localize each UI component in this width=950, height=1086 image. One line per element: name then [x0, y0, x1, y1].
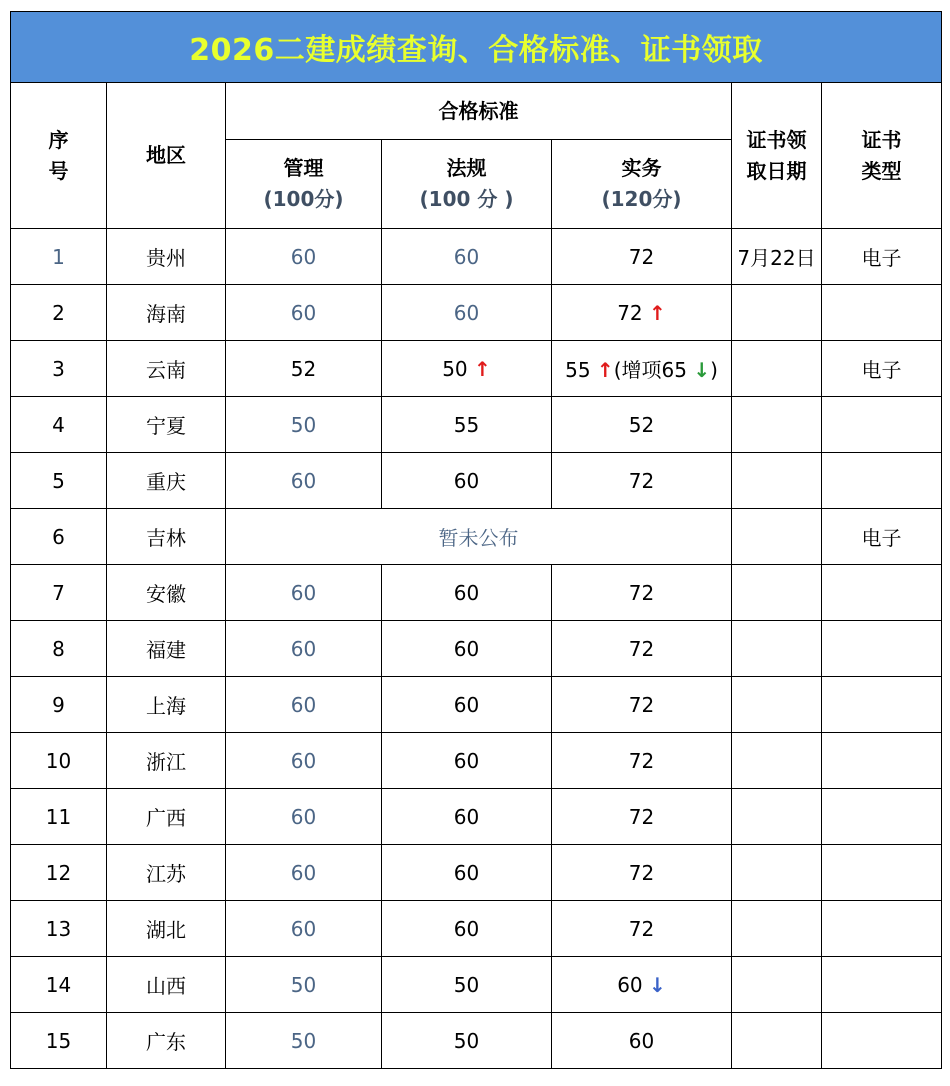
cell-practice: 72 ↑ [552, 285, 732, 341]
cell-region: 江苏 [107, 845, 226, 901]
cell-no: 14 [11, 957, 107, 1013]
cell-mgmt: 60 [226, 845, 382, 901]
cell-mgmt: 50 [226, 957, 382, 1013]
cell-region: 福建 [107, 621, 226, 677]
cell-mgmt: 60 [226, 565, 382, 621]
cell-cert-type [822, 621, 942, 677]
cell-law: 60 [382, 845, 552, 901]
cell-practice: 72 [552, 733, 732, 789]
cell-cert-type [822, 901, 942, 957]
table-row [11, 845, 942, 901]
cell-mgmt: 52 [226, 341, 382, 397]
cell-mgmt: 60 [226, 789, 382, 845]
cell-cert-date [732, 957, 822, 1013]
cell-region: 山西 [107, 957, 226, 1013]
cell-region: 浙江 [107, 733, 226, 789]
cell-cert-date [732, 397, 822, 453]
cell-mgmt: 60 [226, 229, 382, 285]
table-row [11, 621, 942, 677]
cell-cert-type [822, 285, 942, 341]
cell-law: 55 [382, 397, 552, 453]
table-row [11, 509, 942, 565]
cell-region: 广西 [107, 789, 226, 845]
cell-law: 60 [382, 565, 552, 621]
cell-cert-date [732, 509, 822, 565]
cell-no: 15 [11, 1013, 107, 1069]
table-row [11, 229, 942, 285]
cell-mgmt: 60 [226, 621, 382, 677]
cell-no: 7 [11, 565, 107, 621]
cell-law: 50 ↑ [382, 341, 552, 397]
cell-practice: 72 [552, 621, 732, 677]
cell-region: 湖北 [107, 901, 226, 957]
cell-region: 贵州 [107, 229, 226, 285]
cell-mgmt: 50 [226, 1013, 382, 1069]
cell-cert-date [732, 901, 822, 957]
cell-practice: 72 [552, 565, 732, 621]
cell-not-announced: 暂未公布 [226, 509, 732, 565]
cell-practice: 72 [552, 229, 732, 285]
cell-no: 3 [11, 341, 107, 397]
cell-mgmt: 60 [226, 733, 382, 789]
cell-practice: 72 [552, 677, 732, 733]
cell-no: 4 [11, 397, 107, 453]
cell-practice: 55 ↑(增项65 ↓) [552, 341, 732, 397]
cell-cert-type [822, 397, 942, 453]
cell-law: 60 [382, 229, 552, 285]
cell-region: 云南 [107, 341, 226, 397]
cell-law: 50 [382, 1013, 552, 1069]
table-row [11, 285, 942, 341]
cell-no: 11 [11, 789, 107, 845]
cell-cert-date [732, 621, 822, 677]
cell-practice: 60 ↓ [552, 957, 732, 1013]
down-arrow-icon: ↓ [649, 972, 666, 997]
cell-cert-type [822, 565, 942, 621]
cell-mgmt: 60 [226, 453, 382, 509]
page-title: 2026二建成绩查询、合格标准、证书领取 [11, 12, 942, 83]
cell-cert-date [732, 565, 822, 621]
cell-mgmt: 50 [226, 397, 382, 453]
cell-cert-date [732, 341, 822, 397]
cell-cert-date [732, 453, 822, 509]
score-table [10, 11, 942, 1069]
cell-no: 5 [11, 453, 107, 509]
cell-practice: 60 [552, 1013, 732, 1069]
cell-region: 宁夏 [107, 397, 226, 453]
cell-cert-date [732, 285, 822, 341]
cell-no: 6 [11, 509, 107, 565]
header-cert-date: 证书领 取日期 [732, 83, 822, 229]
header-cert-type: 证书 类型 [822, 83, 942, 229]
cell-mgmt: 60 [226, 285, 382, 341]
cell-cert-date [732, 789, 822, 845]
cell-practice: 72 [552, 901, 732, 957]
cell-law: 60 [382, 285, 552, 341]
cell-practice: 72 [552, 845, 732, 901]
header-seq: 序 号 [11, 83, 107, 229]
down-arrow-icon: ↓ [693, 358, 711, 382]
header-law: 法规 (100 分 ) [382, 140, 552, 229]
score-table-container [10, 11, 941, 1069]
table-row [11, 789, 942, 845]
cell-cert-type: 电子 [822, 341, 942, 397]
up-arrow-icon: ↑ [596, 358, 614, 382]
cell-cert-date: 7月22日 [732, 229, 822, 285]
cell-law: 50 [382, 957, 552, 1013]
cell-cert-type [822, 677, 942, 733]
cell-cert-type [822, 453, 942, 509]
table-row [11, 957, 942, 1013]
cell-region: 上海 [107, 677, 226, 733]
table-row [11, 677, 942, 733]
cell-mgmt: 60 [226, 901, 382, 957]
cell-no: 8 [11, 621, 107, 677]
table-row [11, 341, 942, 397]
table-row [11, 1013, 942, 1069]
cell-practice: 72 [552, 789, 732, 845]
cell-cert-type [822, 845, 942, 901]
cell-region: 广东 [107, 1013, 226, 1069]
cell-no: 1 [11, 229, 107, 285]
cell-region: 吉林 [107, 509, 226, 565]
header-practice: 实务 (120分) [552, 140, 732, 229]
up-arrow-icon: ↑ [649, 300, 666, 325]
cell-law: 60 [382, 733, 552, 789]
header-standard-group: 合格标准 [226, 83, 732, 140]
table-row [11, 565, 942, 621]
table-row [11, 733, 942, 789]
cell-no: 9 [11, 677, 107, 733]
cell-no: 10 [11, 733, 107, 789]
cell-cert-type: 电子 [822, 229, 942, 285]
cell-cert-date [732, 733, 822, 789]
cell-cert-type [822, 789, 942, 845]
cell-law: 60 [382, 677, 552, 733]
table-row [11, 901, 942, 957]
header-mgmt: 管理 (100分) [226, 140, 382, 229]
cell-mgmt: 60 [226, 677, 382, 733]
cell-cert-type [822, 1013, 942, 1069]
cell-cert-date [732, 1013, 822, 1069]
cell-no: 13 [11, 901, 107, 957]
cell-cert-date [732, 677, 822, 733]
cell-cert-type [822, 733, 942, 789]
cell-law: 60 [382, 453, 552, 509]
header-region: 地区 [107, 83, 226, 229]
cell-region: 重庆 [107, 453, 226, 509]
table-row [11, 453, 942, 509]
cell-no: 2 [11, 285, 107, 341]
cell-practice: 52 [552, 397, 732, 453]
cell-region: 安徽 [107, 565, 226, 621]
cell-cert-type: 电子 [822, 509, 942, 565]
cell-law: 60 [382, 901, 552, 957]
cell-no: 12 [11, 845, 107, 901]
up-arrow-icon: ↑ [474, 356, 491, 381]
cell-cert-type [822, 957, 942, 1013]
table-row [11, 397, 942, 453]
cell-cert-date [732, 845, 822, 901]
cell-law: 60 [382, 789, 552, 845]
cell-region: 海南 [107, 285, 226, 341]
cell-law: 60 [382, 621, 552, 677]
cell-practice: 72 [552, 453, 732, 509]
